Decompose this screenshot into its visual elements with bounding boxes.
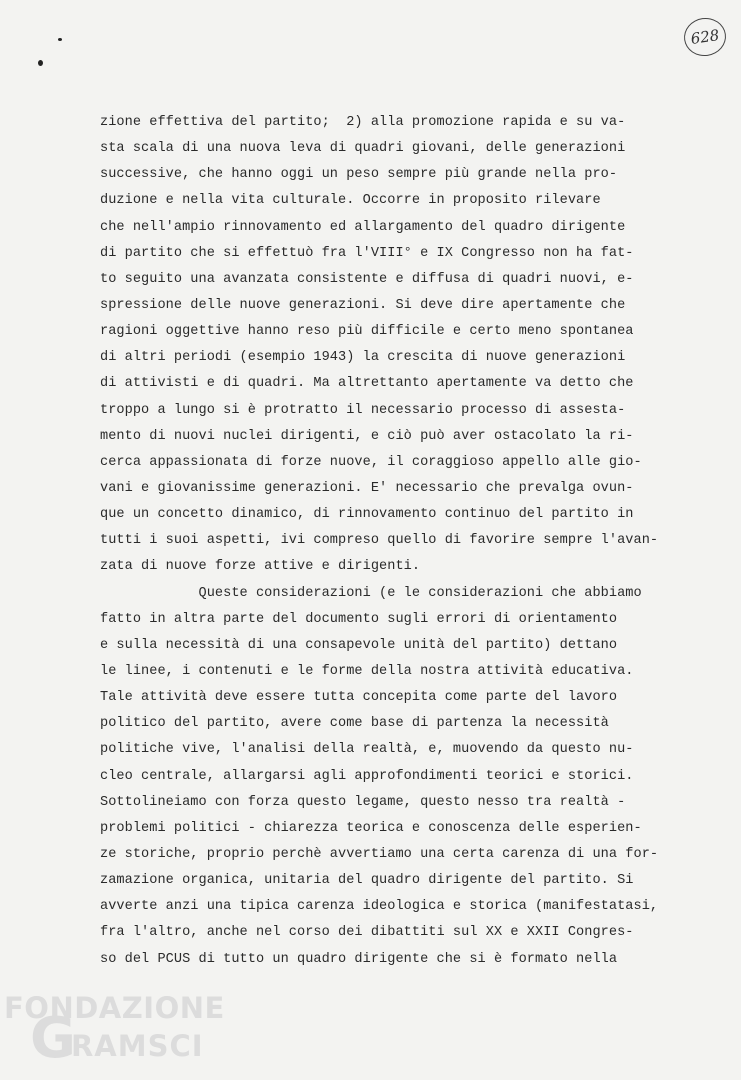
text-line: zamazione organica, unitaria del quadro dirigente del partito. Si [100,873,634,889]
text-line: so del PCUS di tutto un quadro dirigente che si è formato nella [100,951,618,967]
typewritten-text-body [100,110,720,973]
fondazione-gramsci-watermark [4,991,225,1071]
text-line: e sulla necessità di una consapevole unità del partito) dettano [100,637,618,653]
text-line: spressione delle nuove generazioni. Si deve dire apertamente che [100,297,626,313]
text-line: politico del partito, avere come base di partenza la necessità [100,716,609,732]
text-line: to seguito una avanzata consistente e diffusa di quadri nuovi, e- [100,271,634,287]
watermark-line-2-text: RAMSCI [70,1028,204,1063]
text-line: problemi politici - chiarezza teorica e conoscenza delle esperien- [100,820,642,836]
binding-hole-mark [38,60,43,66]
text-line: ze storiche, proprio perchè avvertiamo una certa carenza di una for- [100,846,659,862]
text-line: cleo centrale, allargarsi agli approfondimenti teorici e storici. [100,768,634,784]
text-line: mento di nuovi nuclei dirigenti, e ciò può aver ostacolato la ri- [100,428,634,444]
text-line: le linee, i contenuti e le forme della nostra attività educativa. [100,663,634,679]
page-number-stamp [682,15,729,58]
text-line: di altri periodi (esempio 1943) la crescita di nuove generazioni [100,350,626,366]
text-line: di attivisti e di quadri. Ma altrettanto apertamente va detto che [100,376,634,392]
text-line: que un concetto dinamico, di rinnovamento continuo del partito in [100,507,634,523]
text-line: tutti i suoi aspetti, ivi compreso quello di favorire sempre l'avan- [100,533,659,549]
text-line: cerca appassionata di forze nuove, il coraggioso appello alle gio- [100,454,642,470]
text-line: che nell'ampio rinnovamento ed allargamento del quadro dirigente [100,219,626,235]
text-line: ragioni oggettive hanno reso più difficile e certo meno spontanea [100,324,634,340]
watermark-line-2 [30,1006,225,1071]
page-number-text: 628 [689,26,721,48]
text-line: Tale attività deve essere tutta concepita come parte del lavoro [100,690,618,706]
text-line: duzione e nella vita culturale. Occorre in proposito rilevare [100,193,601,209]
text-line: fra l'altro, anche nel corso dei dibattiti sul XX e XXII Congres- [100,925,634,941]
text-line: vani e giovanissime generazioni. E' necessario che prevalga ovun- [100,480,634,496]
text-line: troppo a lungo si è protratto il necessario processo di assesta- [100,402,626,418]
text-line: di partito che si effettuò fra l'VIII° e IX Congresso non ha fat- [100,245,634,261]
text-line: zione effettiva del partito; 2) alla promozione rapida e su va- [100,115,626,130]
text-line: Sottolineiamo con forza questo legame, questo nesso tra realtà - [100,794,626,810]
ink-mark [58,38,62,41]
text-line: Queste considerazioni (e le considerazioni che abbiamo [100,585,642,601]
text-line: zata di nuove forze attive e dirigenti. [100,559,421,575]
text-line: politiche vive, l'analisi della realtà, e, muovendo da questo nu- [100,742,634,758]
text-line: sta scala di una nuova leva di quadri giovani, delle generazioni [100,141,626,157]
text-line: successive, che hanno oggi un peso sempre più grande nella pro- [100,167,618,183]
watermark-g-logo: G [30,1006,77,1071]
text-line: fatto in altra parte del documento sugli errori di orientamento [100,611,618,627]
watermark-line-1: FONDAZIONE [4,991,225,1025]
text-line: avverte anzi una tipica carenza ideologica e storica (manifestatasi, [100,899,659,915]
